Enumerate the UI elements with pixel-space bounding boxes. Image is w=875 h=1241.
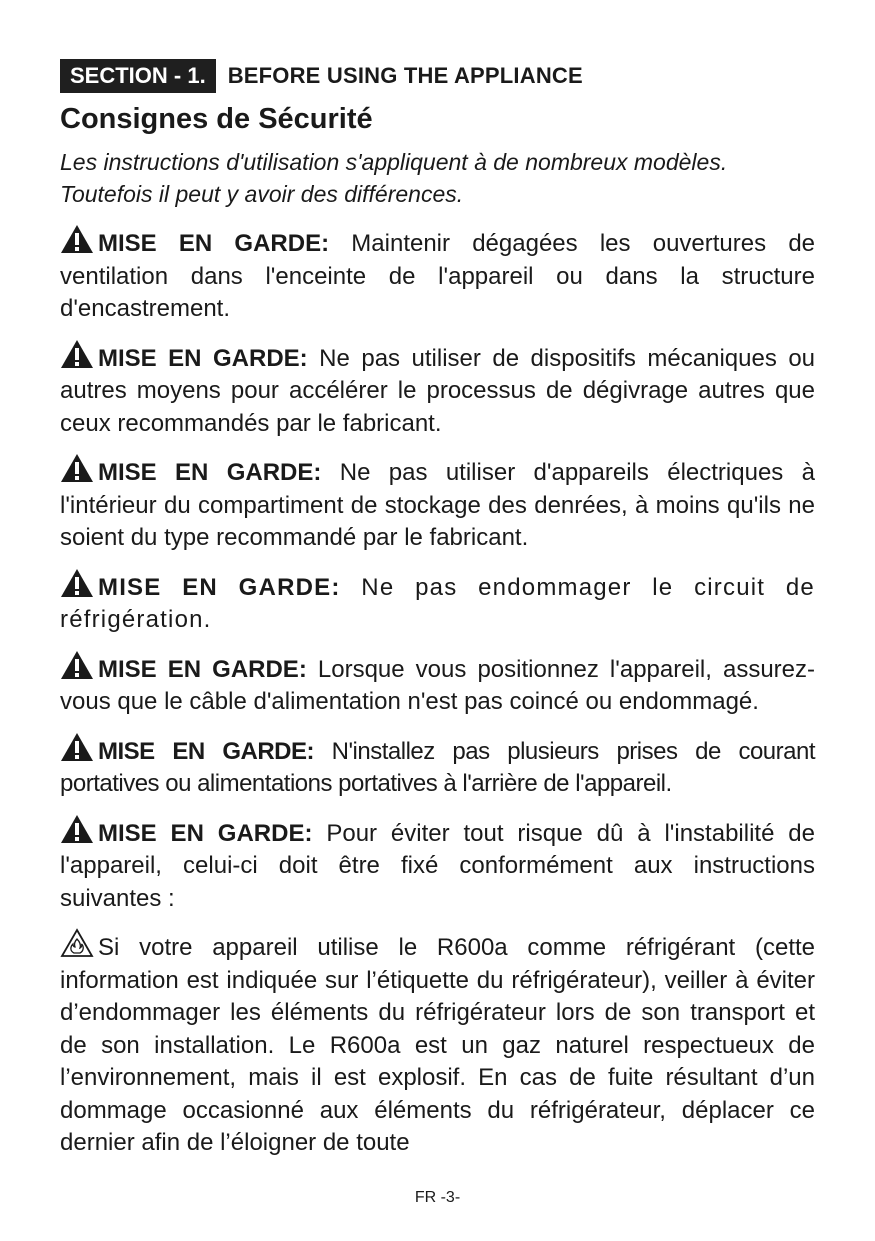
warning-paragraph (60, 568, 815, 637)
warning-triangle-icon (60, 453, 94, 483)
flammable-note (60, 928, 815, 1160)
warning-text: Pour éviter tout risque dû à l'instabilité de l'appareil, celui-ci doit être fixé conformément aux instructions suivantes : (60, 819, 816, 912)
warning-paragraph (60, 339, 815, 441)
warning-paragraph (60, 224, 815, 326)
warning-label: MISE EN GARDE: (98, 737, 314, 765)
warning-triangle-icon (60, 814, 94, 844)
warning-label: MISE EN GARDE: (98, 819, 313, 847)
warning-triangle-icon (60, 224, 94, 254)
warning-paragraph (60, 453, 815, 555)
warning-paragraph (60, 814, 815, 916)
warning-triangle-icon (60, 732, 94, 762)
warning-label: MISE EN GARDE: (98, 459, 322, 486)
warning-text: N'installez pas plusieurs prises de courant portatives ou alimentations portatives à l'arrière de l'appareil. (60, 737, 816, 797)
warning-text: Lorsque vous positionnez l'appareil, assurez-vous que le câble d'alimentation n'est pas coincé ou endommagé. (60, 655, 815, 715)
warning-label: MISE EN GARDE: (98, 655, 307, 683)
section-header (60, 58, 815, 94)
flammable-warning-icon (60, 928, 94, 958)
warning-text: Ne pas utiliser de dispositifs mécaniques ou autres moyens pour accélérer le processus de dégivrage autres que ceux recommandés par le fabricant. (60, 344, 816, 437)
warning-triangle-icon (60, 650, 94, 680)
warning-text: Ne pas endommager le circuit de réfrigération. (60, 573, 815, 633)
warning-paragraph (60, 732, 815, 801)
section-title: BEFORE USING THE APPLIANCE (227, 63, 583, 88)
page-number: FR -3- (414, 1189, 461, 1206)
warning-label: MISE EN GARDE: (98, 230, 330, 257)
intro-text: Les instructions d'utilisation s'appliquent à de nombreux modèles. Toutefois il peut y avoir des différences. (60, 149, 728, 207)
flammable-note-text: Si votre appareil utilise le R600a comme réfrigérant (cette information est indiquée sur l’étiquette du réfrigérateur), veiller à éviter d’endommager les éléments du réfrigérateur lors de son transport et de son installation. Le R600a est un gaz naturel respectueux de l’environnement, mais il est explosif. En cas de fuite résultant d’un dommage occasionné aux éléments du réfrigérateur, déplacer ce dernier afin de l’éloigner de toute (60, 934, 815, 1156)
warning-triangle-icon (60, 568, 94, 598)
warning-label: MISE EN GARDE: (98, 573, 341, 601)
warning-text: Maintenir dégagées les ouvertures de ventilation dans l'enceinte de l'appareil ou dans la structure d'encastrement. (60, 230, 816, 322)
section-badge: SECTION - 1. (60, 59, 216, 93)
page-title: Consignes de Sécurité (60, 103, 373, 135)
warning-paragraph (60, 650, 815, 719)
warning-label: MISE EN GARDE: (98, 344, 308, 372)
warning-triangle-icon (60, 339, 94, 369)
warning-text: Ne pas utiliser d'appareils électriques à l'intérieur du compartiment de stockage des denrées, à moins qu'ils ne soient du type recommandé par le fabricant. (60, 459, 815, 551)
page-content (60, 58, 815, 1173)
